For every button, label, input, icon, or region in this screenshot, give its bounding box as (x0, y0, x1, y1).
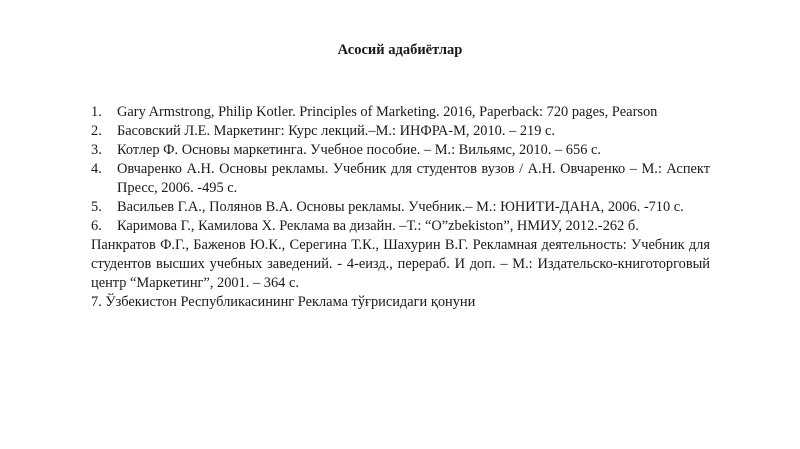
item-text: Васильев Г.А., Полянов В.А. Основы рекламы. Учебник.– М.: ЮНИТИ-ДАНА, 2006. -710 с. (117, 199, 684, 215)
item-number: 2. (91, 123, 102, 139)
item-number: 3. (91, 142, 102, 158)
reference-item-3 (91, 141, 710, 160)
page-title: Асосий адабиётлар (337, 42, 463, 58)
item-text: Овчаренко А.Н. Основы рекламы. Учебник для студентов вузов / А.Н. Овчаренко – М.: Аспект Пресс, 2006. -495 с. (117, 161, 710, 196)
reference-paragraph: Панкратов Ф.Г., Баженов Ю.К., Серегина Т.К., Шахурин В.Г. Рекламная деятельность: Учебник для студентов высших учебных заведений. - 4-еизд., перераб. И доп. – М.: Издательско-книготорговый центр “Маркетинг”, 2001. – 364 с. (91, 237, 710, 291)
item-text: Басовский Л.Е. Маркетинг: Курс лекций.–М.: ИНФРА-М, 2010. – 219 с. (117, 123, 556, 139)
item-text: Котлер Ф. Основы маркетинга. Учебное пособие. – М.: Вильямс, 2010. – 656 с. (117, 142, 601, 158)
item-number: 5. (91, 199, 102, 215)
item-text: Каримова Г., Камилова Х. Реклама ва дизайн. –Т.: “O”zbekiston”, НМИУ, 2012.-262 б. (117, 218, 639, 234)
item-number: 1. (91, 104, 102, 120)
reference-item-2 (91, 122, 710, 141)
item-number: 6. (91, 218, 102, 234)
reference-item-4 (91, 160, 710, 198)
reference-item-6 (91, 217, 710, 236)
reference-list (91, 103, 710, 312)
reference-item-1 (91, 103, 710, 122)
item-number: 4. (91, 161, 102, 177)
item-text: Gary Armstrong, Philip Kotler. Principles of Marketing. 2016, Paperback: 720 pages, Pearson (117, 104, 658, 120)
reference-item-5 (91, 198, 710, 217)
reference-item-7: 7. Ўзбекистон Республикасининг Реклама тўғрисидаги қонуни (91, 294, 476, 310)
